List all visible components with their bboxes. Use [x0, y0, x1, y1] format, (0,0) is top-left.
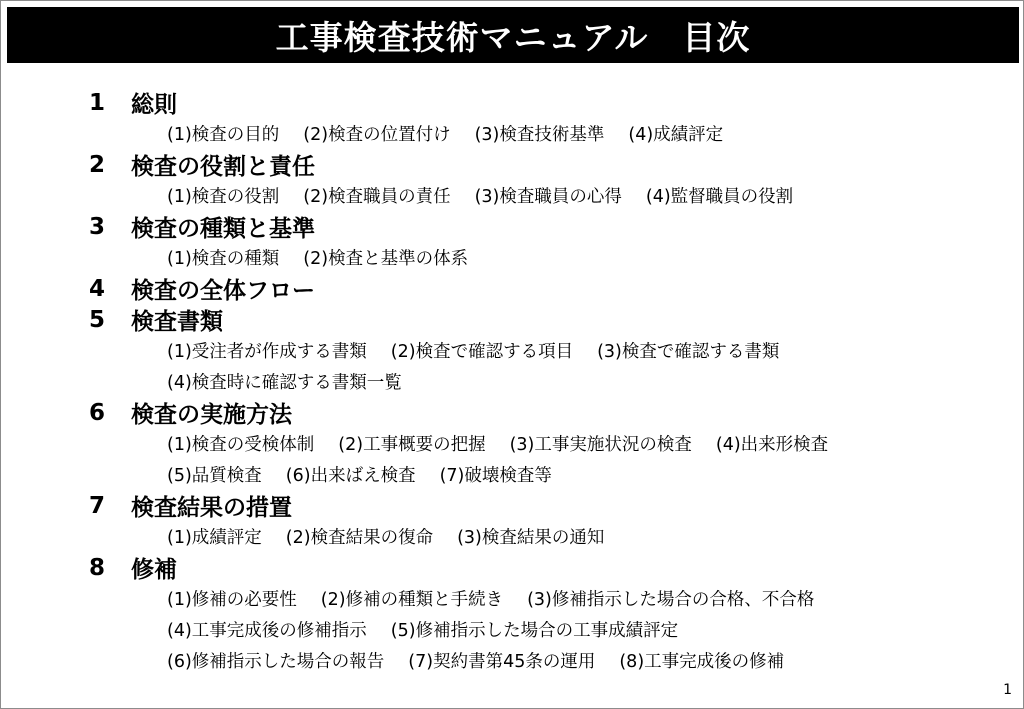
subsection-item: (2)修補の種類と手続き [320, 590, 504, 610]
subsection-item: (7)破壊検査等 [439, 466, 552, 486]
subsection-item: (3)検査技術基準 [474, 125, 605, 145]
section-title: 検査結果の措置 [131, 495, 292, 521]
toc-section [89, 490, 989, 552]
section-heading [89, 87, 989, 118]
subsection-line [89, 614, 989, 645]
section-heading [89, 304, 989, 335]
subsection-item: (3)工事実施状況の検査 [509, 435, 692, 455]
toc-section [89, 87, 989, 149]
subsection-item: (4)工事完成後の修補指示 [167, 621, 367, 641]
subsection-line [89, 583, 989, 614]
table-of-contents [89, 87, 989, 676]
subsection-item: (2)検査職員の責任 [303, 187, 451, 207]
subsection-item: (2)工事概要の把握 [338, 435, 486, 455]
section-number: 2 [89, 151, 106, 178]
subsection-item: (2)検査の位置付け [303, 125, 451, 145]
subsection-line [89, 335, 989, 366]
toc-section [89, 211, 989, 273]
subsection-item: (1)修補の必要性 [167, 590, 297, 610]
toc-section [89, 552, 989, 676]
section-heading [89, 273, 989, 304]
subsection-line [89, 366, 989, 397]
subsection-item: (4)検査時に確認する書類一覧 [167, 373, 402, 393]
section-number: 7 [89, 492, 106, 519]
subsection-item: (3)検査で確認する書類 [597, 342, 780, 362]
subsection-item: (2)検査と基準の体系 [303, 249, 469, 269]
section-heading [89, 552, 989, 583]
subsection-item: (1)成績評定 [167, 528, 262, 548]
subsection-item: (6)修補指示した場合の報告 [167, 652, 385, 672]
section-title: 検査の全体フロー [131, 278, 315, 304]
toc-section [89, 304, 989, 397]
subsection-item: (1)検査の種類 [167, 249, 280, 269]
section-number: 8 [89, 554, 106, 581]
subsection-item: (1)検査の目的 [167, 125, 280, 145]
subsection-item: (4)成績評定 [628, 125, 724, 145]
section-title: 検査の実施方法 [131, 402, 292, 428]
section-number: 6 [89, 399, 106, 426]
subsection-item: (3)修補指示した場合の合格、不合格 [527, 590, 815, 610]
subsection-line [89, 180, 989, 211]
subsection-item: (5)修補指示した場合の工事成績評定 [390, 621, 679, 641]
subsection-line [89, 521, 989, 552]
section-heading [89, 211, 989, 242]
subsection-item: (2)検査で確認する項目 [390, 342, 574, 362]
subsection-item: (4)監督職員の役割 [645, 187, 794, 207]
page-number: 1 [1003, 682, 1012, 698]
subsection-line [89, 242, 989, 273]
subsection-line [89, 459, 989, 490]
section-title: 検査の種類と基準 [131, 216, 315, 242]
toc-section [89, 273, 989, 304]
subsection-item: (3)検査職員の心得 [474, 187, 622, 207]
section-number: 3 [89, 213, 106, 240]
subsection-item: (1)検査の役割 [167, 187, 280, 207]
subsection-item: (2)検査結果の復命 [285, 528, 434, 548]
subsection-item: (3)検査結果の通知 [457, 528, 605, 548]
section-heading [89, 149, 989, 180]
subsection-item: (6)出来ばえ検査 [285, 466, 416, 486]
subsection-item: (8)工事完成後の修補 [619, 652, 785, 672]
section-title: 検査の役割と責任 [131, 154, 315, 180]
section-heading [89, 490, 989, 521]
section-number: 4 [89, 275, 106, 302]
section-title: 検査書類 [131, 309, 223, 335]
subsection-line [89, 645, 989, 676]
section-heading [89, 397, 989, 428]
section-title: 総則 [131, 92, 177, 118]
section-number: 1 [89, 89, 106, 116]
subsection-item: (5)品質検査 [167, 466, 262, 486]
toc-section [89, 397, 989, 490]
title-bar [7, 7, 1019, 63]
subsection-item: (7)契約書第45条の運用 [408, 652, 596, 672]
subsection-item: (4)出来形検査 [715, 435, 829, 455]
subsection-line [89, 428, 989, 459]
page-title: 工事検査技術マニュアル 目次 [275, 17, 751, 57]
section-title: 修補 [131, 557, 177, 583]
subsection-item: (1)受注者が作成する書類 [167, 342, 367, 362]
toc-section [89, 149, 989, 211]
subsection-item: (1)検査の受検体制 [167, 435, 315, 455]
subsection-line [89, 118, 989, 149]
section-number: 5 [89, 306, 106, 333]
